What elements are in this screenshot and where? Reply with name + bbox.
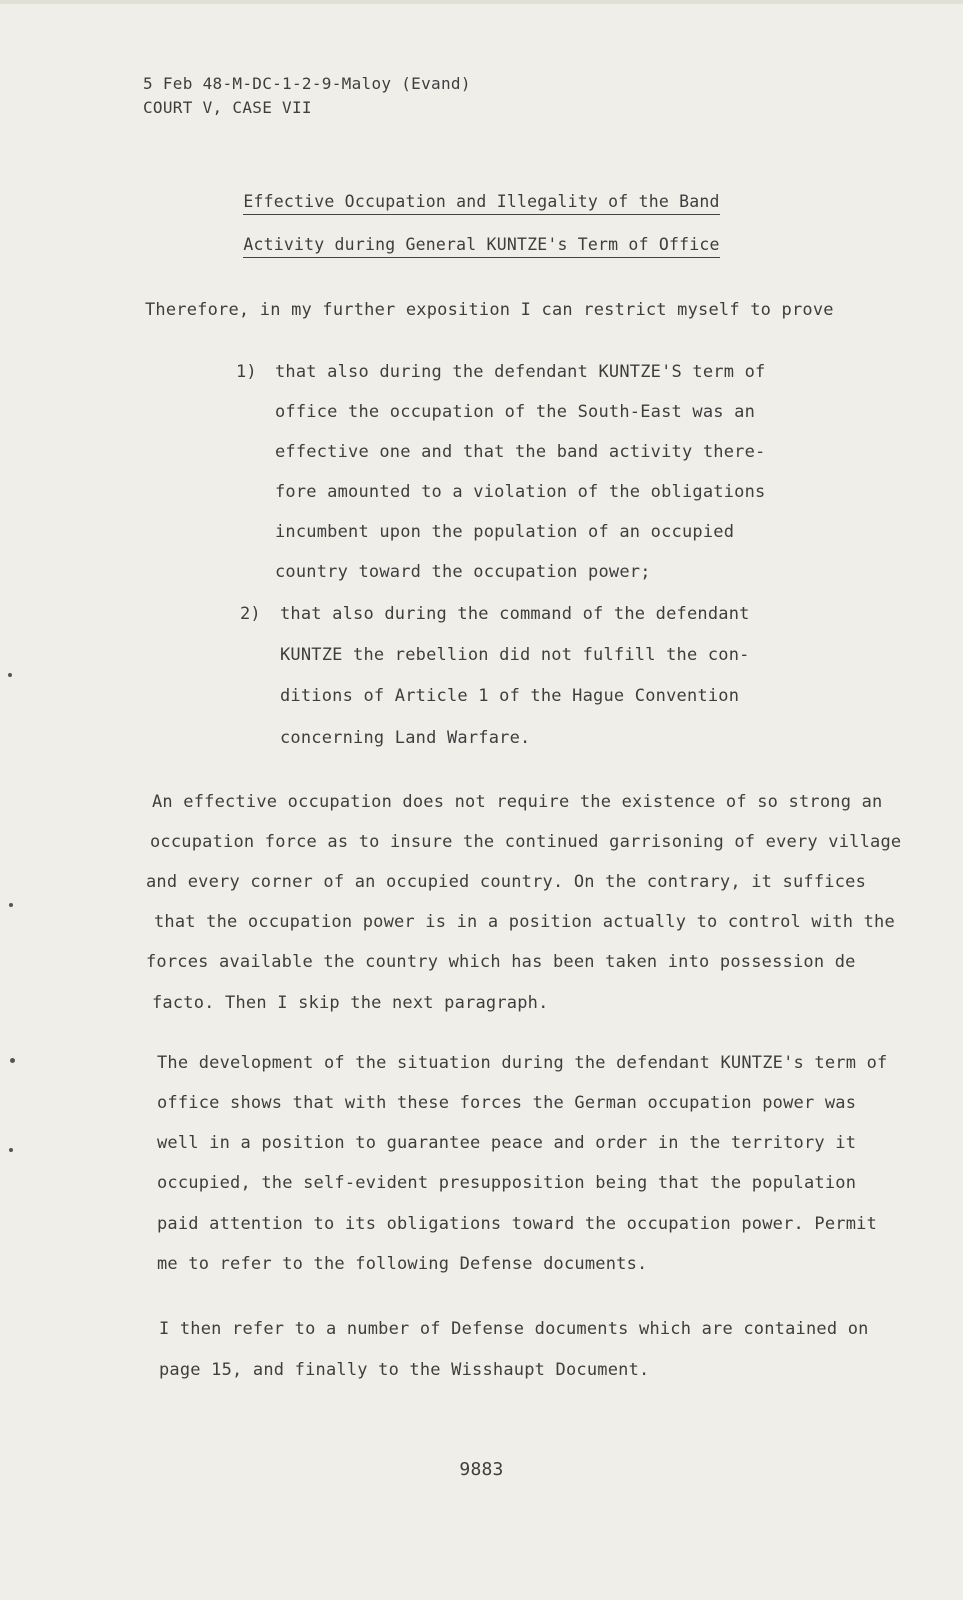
paragraph-line: paid attention to its obligations toward the occupation power. Permit [157, 1214, 878, 1234]
list-item-line: incumbent upon the population of an occupied [275, 522, 735, 542]
list-item-line: effective one and that the band activity there- [275, 442, 766, 462]
paragraph-line: I then refer to a number of Defense documents which are contained on [159, 1319, 869, 1339]
scan-speck [9, 1148, 13, 1152]
title-line-1: Effective Occupation and Illegality of the Band [0, 192, 963, 215]
paragraph-line: office shows that with these forces the German occupation power was [157, 1093, 857, 1113]
page-top-edge [0, 0, 963, 4]
paragraph-line: The development of the situation during the defendant KUNTZE's term of [157, 1053, 888, 1073]
title-line-2: Activity during General KUNTZE's Term of Office [0, 235, 963, 258]
list-item-line: office the occupation of the South-East was an [275, 402, 756, 422]
list-item-line: that also during the command of the defendant [280, 604, 750, 624]
list-item-number: 2) [240, 604, 261, 624]
paragraph-line: An effective occupation does not require the existence of so strong an [152, 792, 883, 812]
paragraph-line: that the occupation power is in a position actually to control with the [154, 912, 895, 932]
paragraph-line: me to refer to the following Defense documents. [157, 1254, 648, 1274]
list-item-line: country toward the occupation power; [275, 562, 651, 582]
paragraph-line: facto. Then I skip the next paragraph. [152, 993, 549, 1013]
paragraph-line: forces available the country which has been taken into possession de [146, 952, 856, 972]
paragraph-line: and every corner of an occupied country. On the contrary, it suffices [146, 872, 867, 892]
list-item-line: KUNTZE the rebellion did not fulfill the con- [280, 645, 750, 665]
paragraph-line: occupation force as to insure the continued garrisoning of every village [150, 832, 902, 852]
list-item-line: ditions of Article 1 of the Hague Convention [280, 686, 740, 706]
paragraph-line: occupied, the self-evident presupposition being that the population [157, 1173, 857, 1193]
paragraph-line: page 15, and finally to the Wisshaupt Document. [159, 1360, 650, 1380]
scan-speck [8, 673, 12, 677]
list-item-line: fore amounted to a violation of the obligations [275, 482, 766, 502]
list-item-line: concerning Land Warfare. [280, 728, 531, 748]
paragraph-line: well in a position to guarantee peace and order in the territory it [157, 1133, 857, 1153]
list-item-number: 1) [236, 362, 257, 382]
page-number: 9883 [459, 1459, 504, 1480]
list-item-line: that also during the defendant KUNTZE'S term of [275, 362, 766, 382]
header-court-case: COURT V, CASE VII [143, 98, 312, 117]
scan-speck [10, 1058, 15, 1063]
header-reference: 5 Feb 48-M-DC-1-2-9-Maloy (Evand) [143, 74, 471, 93]
intro-sentence: Therefore, in my further exposition I can restrict myself to prove [145, 300, 834, 320]
scan-speck [9, 903, 13, 907]
